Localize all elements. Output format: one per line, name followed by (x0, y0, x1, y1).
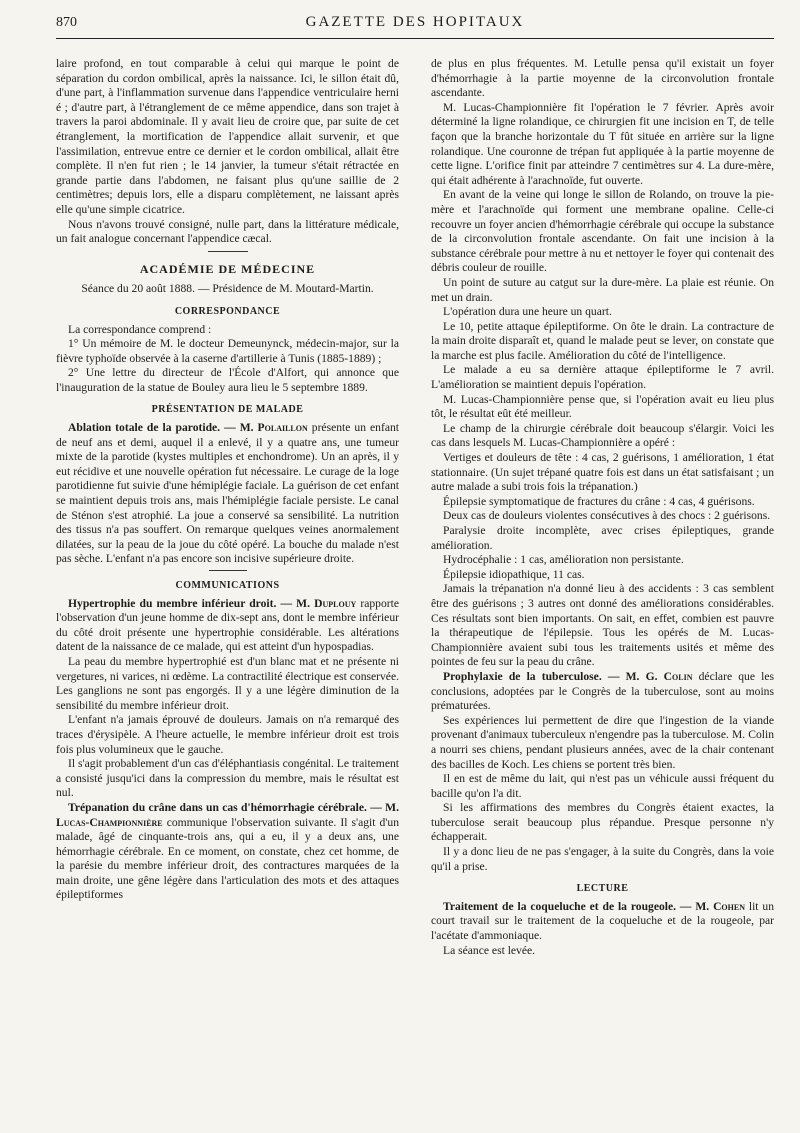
paragraph: 1° Un mémoire de M. le docteur Demeunynck, médecin-major, sur la fièvre typhoïde observée à la caserne d'artillerie à Tunis (1885-1889) ; (56, 337, 399, 365)
subsection-title-lecture: LECTURE (576, 883, 629, 895)
article-heading: Trépanation du crâne dans un cas d'hémorrhagie cérébrale. (68, 800, 367, 814)
paragraph: L'opération dura une heure un quart. (443, 305, 612, 319)
text-columns (56, 57, 774, 958)
left-column (56, 57, 399, 958)
paragraph: Ses expériences lui permettent de dire que l'ingestion de la viande provenant d'animaux tuberculeux n'engendre pas la tuberculose. M. Colin a nourri ses chiens, pendant plusieurs années, avec de la chair contenant des bacilles de Koch. Les chiens se portent très bien. (431, 713, 774, 771)
paragraph: Deux cas de douleurs violentes consécutives à des chocs : 2 guérisons. (443, 509, 771, 523)
article-text: présente un enfant de neuf ans et demi, auquel il a enlevé, il y a quatre ans, une tumeur mixte de la parotide (kystes multiples et enchondrome). Un an après, il y eut récidive et une nouvelle opération fut nécessaire. Le curage de la loge parotidienne fut suivie d'une hémiplégie faciale. La guérison de cet enfant se maintient depuis trois ans, mais l'hémiplégie faciale persiste. Le canal de Sténon s'est atrophié. La joue a conservé sa sensibilité. La nutrition des tissus n'a pas souffert. On remarque quelques veines anormalement dilatées, sur la peau de la joue du côté opéré. La bouche du malade n'est pas sèche. L'enfant n'a pas encore son incisive supérieure droite. (56, 421, 400, 566)
paragraph (56, 421, 399, 567)
paragraph (431, 670, 774, 714)
subsection-title-communications: COMMUNICATIONS (175, 580, 280, 591)
paragraph: 2° Une lettre du directeur de l'École d'Alfort, qui annonce que l'inauguration de la statue de Bouley aura lieu le 5 septembre 1889. (56, 366, 399, 394)
paragraph: Il en est de même du lait, qui n'est pas un véhicule aussi fréquent du bacille qu'on l'a dit. (431, 772, 774, 800)
right-column (431, 57, 774, 958)
paragraph: Le malade a eu sa dernière attaque épileptiforme le 7 avril. L'amélioration se maintient depuis l'opération. (431, 363, 774, 392)
paragraph (431, 900, 774, 944)
author-name: — M. Cohen (676, 899, 745, 913)
article-heading: Hypertrophie du membre inférieur droit. (68, 596, 277, 610)
author-name: — M. Duplouy (280, 596, 357, 610)
paragraph: Nous n'avons trouvé consigné, nulle part, dans la littérature médicale, un fait analogue concernant l'appendice cæcal. (56, 217, 399, 246)
paragraph: L'enfant n'a jamais éprouvé de douleurs. Jamais on n'a remarqué des traces d'érysipèle. A l'heure actuelle, le membre inférieur droit est trois fois plus volumineux que le gauche. (56, 713, 399, 756)
paragraph: Paralysie droite incomplète, avec crises épileptiques, grande amélioration. (431, 524, 774, 552)
article-text: communique l'observation suivante. Il s'agit d'un malade, âgé de cinquante-trois ans, qui a eu, il y a deux ans, une hémorrhagie cérébrale. En ce moment, on constate, chez cet homme, de la parésie du membre inférieur droit, des contractures marquées de la main droite, une gêne légère dans l'articulation des mots et des attaques épileptiformes (56, 815, 399, 902)
paragraph: de plus en plus fréquentes. M. Letulle pensa qu'il existait un foyer d'hémorrhagie à la partie moyenne de la circonvolution frontale ascendante. (431, 57, 774, 100)
paragraph: Jamais la trépanation n'a donné lieu à des accidents : 3 cas semblent être des guérisons ; 3 autres ont donné des améliorations considérables. Ces résultats sont bien importants. On sait, en effet, combien est pauvre la thérapeutique de l'épilepsie. Tous les opérés de M. Lucas-Championnière avaient subi tous les traitements usités et même des pointes de feu sur la peau du crâne. (431, 582, 774, 669)
paragraph: Il s'agit probablement d'un cas d'éléphantiasis congénital. Le traitement a consisté jusqu'ici dans la compression du membre, mais le résultat est nul. (56, 757, 399, 800)
paragraph: Épilepsie symptomatique de fractures du crâne : 4 cas, 4 guérisons. (443, 494, 755, 508)
author-name: — M. Lucas-Championnière (56, 800, 399, 829)
divider (209, 570, 247, 571)
session-line: Séance du 20 août 1888. — Présidence de M. Moutard-Martin. (81, 282, 374, 296)
paragraph: Épilepsie idiopathique, 11 cas. (443, 567, 585, 581)
article-heading: Traitement de la coqueluche et de la rougeole. (443, 899, 677, 913)
paragraph (56, 597, 399, 655)
article-text: déclare que les conclusions, adoptées par le Congrès de la tuberculose, sont au moins prématurées. (431, 669, 774, 713)
divider (208, 251, 248, 252)
paragraph: La correspondance comprend : (68, 322, 212, 336)
paragraph: Hydrocéphalie : 1 cas, amélioration non persistante. (443, 553, 684, 567)
closing-line: La séance est levée. (443, 943, 536, 957)
paragraph: M. Lucas-Championnière pense que, si l'opération avait eu lieu plus tôt, le résultat eût été meilleur. (431, 392, 774, 421)
author-name: — M. G. Colin (601, 669, 693, 683)
paragraph: Si les affirmations des membres du Congrès étaient exactes, la tuberculose serait beaucoup plus répandue. Presque personne n'y échapperait. (431, 801, 774, 844)
paragraph: La peau du membre hypertrophié est d'un blanc mat et ne présente ni vergetures, ni varices, ni œdème. La contractilité électrique est conservée. Les ganglions ne sont pas engorgés. Il y a une légère diminution de la sensibilité du membre inférieur droit. (56, 654, 399, 712)
page-number: 870 (56, 15, 77, 30)
paragraph: Un point de suture au catgut sur la dure-mère. La plaie est réunie. On met un drain. (431, 275, 774, 304)
subsection-title-correspondance: CORRESPONDANCE (174, 305, 281, 317)
subsection-title-presentation: PRÉSENTATION DE MALADE (151, 404, 304, 416)
paragraph: Le 10, petite attaque épileptiforme. On ôte le drain. La contracture de la main droite disparaît et, quand le malade peut se lever, on constate que la marche est plus facile. Amélioration du côté de l'intelligence. (431, 319, 774, 362)
paragraph: Vertiges et douleurs de tête : 4 cas, 2 guérisons, 1 amélioration, 1 état stationnaire. (Un sujet trépané quatre fois est dans un état satisfaisant ; un autre malade a subi trois fois la trépanation.) (431, 451, 774, 494)
section-title-academy: ACADÉMIE DE MÉDECINE (139, 261, 316, 276)
journal-title: GAZETTE DES HOPITAUX (305, 14, 525, 30)
article-heading: Prophylaxie de la tuberculose. (443, 669, 602, 683)
paragraph (56, 801, 399, 903)
paragraph: laire profond, en tout comparable à celui qui marque le point de séparation du cordon ombilical, après la naissance. Ici, le sillon était dû, d'une part, à l'inflammation survenue dans l'appendice ventriculaire herni é ; d'autre part, à l'étranglement de ce même appendice, dans son trajet à travers la paroi abdominale. Il y avait lieu de croire que, par suite de cet étranglement, la mortification de l'appendice allait survenir, et que l'assimilation, entrevue entre ce dernier et le cordon ombilical, allait être complète. Il n'en fut rien ; le 14 janvier, la tumeur s'était rétractée en grande partie dans l'abdomen, ne faisant plus qu'une saillie de 2 centimètres; depuis lors, elle a disparu complètement, ne laissant après elle qu'une simple cicatrice. (56, 57, 399, 216)
paragraph: En avant de la veine qui longe le sillon de Rolando, on trouve la pie-mère et l'arachnoïde qui forment une membrane opaline. Celle-ci recouvre un foyer ancien d'hémorrhagie cérébrale qui occupe la substance de la circonvolution frontale ascendante. On fait une incision à la substance cérébrale pour mettre à nu et nettoyer le foyer qui contenait des débris couleur de rouille. (431, 188, 774, 275)
paragraph: Le champ de la chirurgie cérébrale doit beaucoup s'élargir. Voici les cas dans lesquels M. Lucas-Championnière a opéré : (431, 421, 774, 450)
paragraph: Il y a donc lieu de ne pas s'engager, à la suite du Congrès, dans la voie qu'il a prise. (431, 845, 774, 873)
page-header (56, 0, 774, 39)
paragraph: M. Lucas-Championnière fit l'opération le 7 février. Après avoir déterminé la ligne rolandique, ce chirurgien fit une incision en T, de telle façon que la branche horizontale du T fût située en arrière sur la ligne rolandique. Une couronne de trépan fut appliquée à la partie moyenne de cette ligne. L'orifice finit par atteindre 7 centimètres sur 4. La dure-mère, qui était adhérente à l'arachnoïde, fut ouverte. (431, 100, 774, 187)
article-text: rapporte l'observation d'un jeune homme de dix-sept ans, dont le membre inférieur du côté droit présente une hypertrophie considérable. Les altérations datent de la naissance de ce malade, qui est atteint d'un hypospadias. (56, 596, 399, 654)
article-text: lit un court travail sur le traitement de la coqueluche et de la rougeole, par l'acétate d'ammoniaque. (431, 899, 774, 943)
author-name: — M. Polaillon (224, 421, 308, 435)
article-heading: Ablation totale de la parotide. (68, 421, 221, 435)
